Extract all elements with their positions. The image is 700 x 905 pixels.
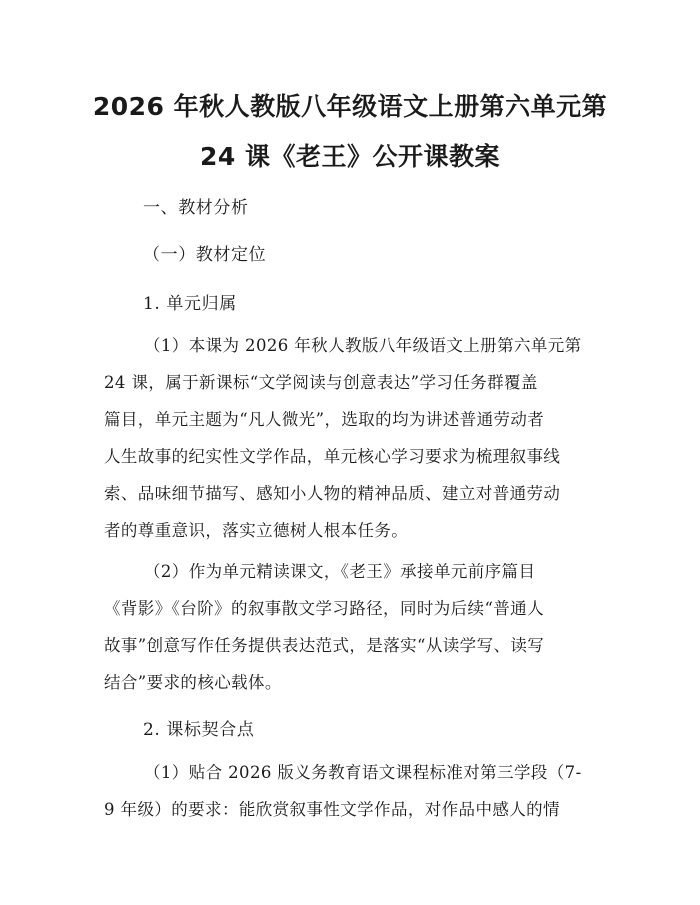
paragraph-line: （1）本课为 2026 年秋人教版八年级语文上册第六单元第 xyxy=(144,336,582,355)
subsection-heading-textbook-positioning: （一）教材定位 xyxy=(143,245,267,265)
document-title-line-1: 2026 年秋人教版八年级语文上册第六单元第 xyxy=(92,92,608,121)
paragraph-unit-belonging-2 xyxy=(104,553,600,701)
paragraph-line: 9 年级）的要求：能欣赏叙事性文学作品，对作品中感人的情 xyxy=(104,800,560,819)
item-heading-curriculum-standard: 2. 课标契合点 xyxy=(143,720,255,740)
paragraph-line: （2）作为单元精读课文，《老王》承接单元前序篇目 xyxy=(144,562,536,581)
paragraph-line: 故事”创意写作任务提供表达范式，是落实“从读学写、读写 xyxy=(104,636,545,655)
paragraph-line: 24 课，属于新课标“文学阅读与创意表达”学习任务群覆盖 xyxy=(104,373,538,392)
paragraph-curriculum-standard-1 xyxy=(104,754,600,828)
paragraph-line: 索、品味细节描写、感知小人物的精神品质、建立对普通劳动 xyxy=(104,484,561,503)
paragraph-line: 篇目，单元主题为“凡人微光”，选取的均为讲述普通劳动者 xyxy=(104,410,545,429)
paragraph-line: 《背影》《台阶》的叙事散文学习路径，同时为后续“普通人 xyxy=(104,599,544,618)
paragraph-line: 人生故事的纪实性文学作品，单元核心学习要求为梳理叙事线 xyxy=(104,447,561,466)
paragraph-unit-belonging-1 xyxy=(104,327,600,549)
document-title-line-2: 24 课《老王》公开课教案 xyxy=(200,142,500,171)
paragraph-line: 结合”要求的核心载体。 xyxy=(104,673,282,692)
item-heading-unit-belonging: 1. 单元归属 xyxy=(143,294,237,314)
paragraph-line: 者的尊重意识，落实立德树人根本任务。 xyxy=(104,521,409,540)
section-heading-textbook-analysis: 一、教材分析 xyxy=(143,198,249,218)
paragraph-line: （1）贴合 2026 版义务教育语文课程标准对第三学段（7- xyxy=(144,763,582,782)
